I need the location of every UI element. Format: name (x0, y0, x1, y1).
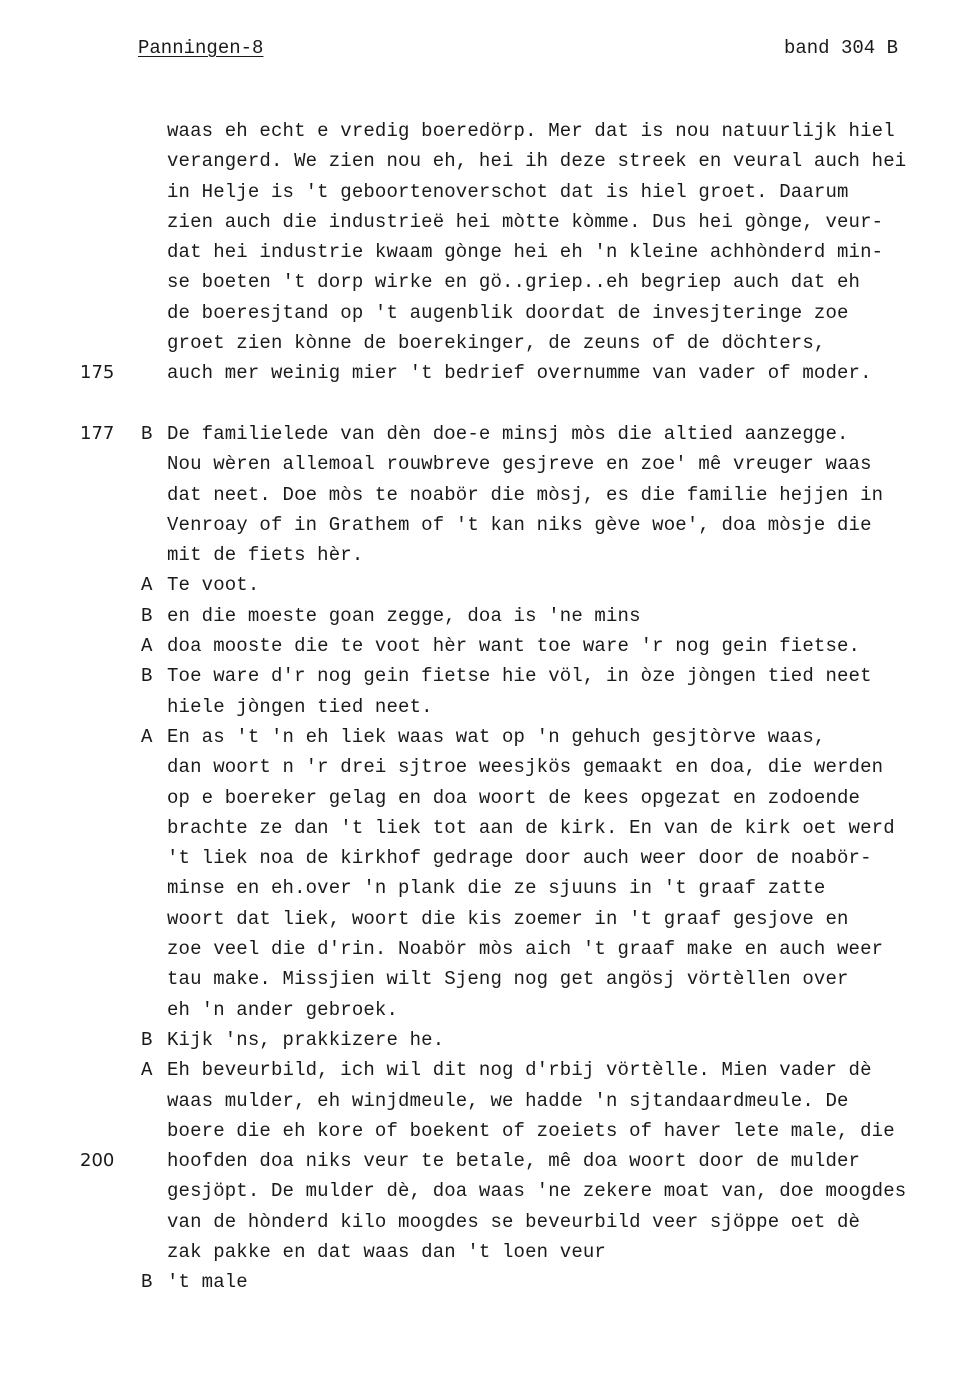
speaker-label: B (141, 1271, 153, 1294)
speaker-label: A (141, 725, 153, 748)
transcript-line (0, 1237, 973, 1267)
transcript-line (0, 419, 973, 449)
line-text: groet zien kònne de boerekinger, de zeuns of de döchters, (167, 332, 826, 355)
line-text: Toe ware d'r nog gein fietse hie völ, in òze jòngen tied neet (167, 665, 872, 688)
speaker-label: B (141, 604, 153, 627)
line-text: se boeten 't dorp wirke en gö..griep..eh begriep auch dat eh (167, 271, 861, 294)
line-number: 200 (80, 1150, 115, 1172)
transcript-line (0, 964, 973, 994)
transcript-line (0, 1207, 973, 1237)
line-text: Te voot. (167, 574, 260, 597)
transcript-line (0, 540, 973, 570)
line-text: woort dat liek, woort die kis zoemer in 't graaf gesjove en (167, 907, 849, 930)
transcript-line (0, 1267, 973, 1297)
transcript-line (0, 1025, 973, 1055)
transcript-line (0, 1146, 973, 1176)
line-text: Venroay of in Grathem of 't kan niks gève woe', doa mòsje die (167, 513, 872, 536)
line-text: verangerd. We zien nou eh, hei ih deze streek en veural auch hei (167, 150, 907, 173)
line-text: Nou wèren allemoal rouwbreve gesjreve en zoe' mê vreuger waas (167, 453, 872, 476)
line-text: brachte ze dan 't liek tot aan de kirk. En van de kirk oet werd (167, 816, 895, 839)
line-text: 't male (167, 1271, 248, 1294)
transcript-line (0, 328, 973, 358)
line-text: en die moeste goan zegge, doa is 'ne mins (167, 604, 641, 627)
speaker-label: A (141, 1059, 153, 1082)
transcript-line (0, 904, 973, 934)
transcript-line (0, 631, 973, 661)
line-text: auch mer weinig mier 't bedrief overnumme van vader of moder. (167, 362, 872, 385)
transcript-line (0, 843, 973, 873)
line-text: doa mooste die te voot hèr want toe ware 'r nog gein fietse. (167, 635, 861, 658)
transcript-line (0, 1116, 973, 1146)
transcript-line (0, 449, 973, 479)
transcript-line (0, 237, 973, 267)
line-text: van de hònderd kilo moogdes se beveurbild veer sjöppe oet dè (167, 1210, 861, 1233)
line-text: hoofden doa niks veur te betale, mê doa woort door de mulder (167, 1150, 861, 1173)
line-number: 177 (80, 422, 115, 444)
transcript-line (0, 995, 973, 1025)
transcript-line (0, 177, 973, 207)
line-text: zoe veel die d'rin. Noabör mòs aich 't graaf make en auch weer (167, 938, 884, 961)
line-number: 175 (80, 362, 115, 384)
transcript-line (0, 601, 973, 631)
transcript-line (0, 480, 973, 510)
transcript-line (0, 1086, 973, 1116)
line-text: mit de fiets hèr. (167, 544, 364, 567)
transcript-line (0, 207, 973, 237)
line-text: tau make. Missjien wilt Sjeng nog get angösj vörtèllen over (167, 968, 849, 991)
line-text: op e boereker gelag en doa woort de kees opgezat en zodoende (167, 786, 861, 809)
line-text: eh 'n ander gebroek. (167, 998, 399, 1021)
transcript-line (0, 752, 973, 782)
speaker-label: B (141, 422, 153, 445)
transcript-line (0, 692, 973, 722)
transcript-line (0, 1176, 973, 1206)
line-text: zak pakke en dat waas dan 't loen veur (167, 1240, 606, 1263)
transcript-line (0, 389, 973, 419)
line-text: En as 't 'n eh liek waas wat op 'n gehuch gesjtòrve waas, (167, 725, 826, 748)
line-text: gesjöpt. De mulder dè, doa waas 'ne zekere moat van, doe moogdes (167, 1180, 907, 1203)
speaker-label: B (141, 1028, 153, 1051)
transcript-line (0, 813, 973, 843)
line-text: waas mulder, eh winjdmeule, we hadde 'n sjtandaardmeule. De (167, 1089, 849, 1112)
line-text: waas eh echt e vredig boeredörp. Mer dat is nou natuurlijk hiel (167, 120, 895, 142)
transcript-line (0, 146, 973, 176)
transcript-line (0, 722, 973, 752)
transcript-line (0, 298, 973, 328)
transcript-line (0, 116, 973, 146)
transcript-line (0, 358, 973, 388)
line-text: dat hei industrie kwaam gònge hei eh 'n kleine achhònderd min- (167, 241, 884, 264)
line-text: de boeresjtand op 't augenblik doordat de invesjteringe zoe (167, 301, 849, 324)
line-text: dan woort n 'r drei sjtroe weesjkös gemaakt en doa, die werden (167, 756, 884, 779)
transcript-body (0, 116, 973, 1298)
line-text: dat neet. Doe mòs te noabör die mòsj, es die familie hejjen in (167, 483, 884, 506)
transcript-line (0, 934, 973, 964)
speaker-label: A (141, 574, 153, 597)
transcript-line (0, 1055, 973, 1085)
transcript-line (0, 783, 973, 813)
line-text: hiele jòngen tied neet. (167, 695, 433, 718)
line-text: zien auch die industrieë hei mòtte kòmme. Dus hei gònge, veur- (167, 210, 884, 233)
line-text: De familielede van dèn doe-e minsj mòs die altied aanzegge. (167, 422, 849, 445)
line-text: minse en eh.over 'n plank die ze sjuuns in 't graaf zatte (167, 877, 826, 900)
line-text: Eh beveurbild, ich wil dit nog d'rbij vörtèlle. Mien vader dè (167, 1059, 872, 1082)
line-text: boere die eh kore of boekent of zoeiets of haver lete male, die (167, 1119, 895, 1142)
transcript-line (0, 873, 973, 903)
line-text: in Helje is 't geboortenoverschot dat is hiel groet. Daarum (167, 180, 849, 203)
transcript-line (0, 570, 973, 600)
line-text: Kijk 'ns, prakkizere he. (167, 1028, 445, 1051)
transcript-line (0, 661, 973, 691)
page-header-tape-id: band 304 B (783, 37, 898, 59)
speaker-label: B (141, 665, 153, 688)
transcript-line (0, 510, 973, 540)
line-text: 't liek noa de kirkhof gedrage door auch weer door de noabör- (167, 847, 872, 870)
transcript-line (0, 267, 973, 297)
page-header-location: Panningen-8 (138, 37, 264, 59)
speaker-label: A (141, 635, 153, 658)
